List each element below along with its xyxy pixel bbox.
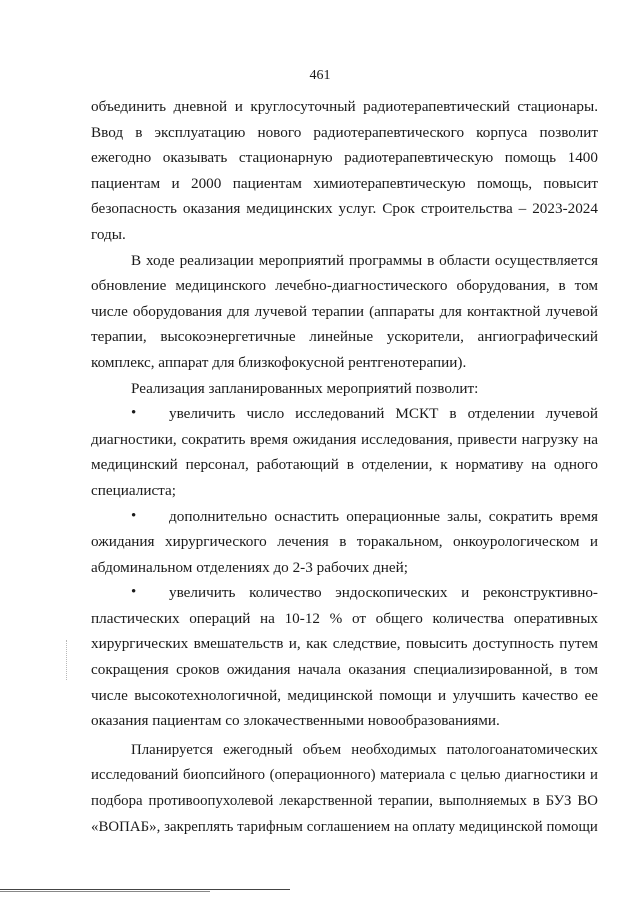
bullet-text-2: дополнительно оснастить операционные залы, сократить время ожидания хирургического лечения в торакальном, онкоурологическом и абдоминальном отделениях до 2-3 рабочих дней; [91,507,598,576]
bullet-icon: • [131,507,137,524]
paragraph-4: Планируется ежегодный объем необходимых патологоанатомических исследований биопсийного (операционного) материала с целью диагностики и подбора противоопухолевой лекарственной терапии, выполняемых в БУЗ ВО «ВОПАБ», закреплять тарифным соглашением на оплату медицинской помощи [91,741,598,835]
paragraph-2: В ходе реализации мероприятий программы в области осуществляется обновление медицинского лечебно-диагностического оборудования, в том числе оборудования для лучевой терапии (аппараты для контактной лучевой терапии, высокоэнергетичные линейные ускорители, ангиографический комплекс, аппарат для близкофокусной рентгенотерапии). [91,251,598,371]
bullet-item-3 [91,580,598,734]
paragraph-1: объединить дневной и круглосуточный радиотерапевтический стационары. Ввод в эксплуатацию нового радиотерапевтического корпуса позволит ежегодно оказывать стационарную радиотерапевтическую помощь 1400 пациентам и 2000 пациентам химиотерапевтическую помощь, повысит безопасность оказания медицинских услуг. Срок строительства – 2023-2024 годы. [91,98,598,243]
bullet-text-1: увеличить число исследований МСКТ в отделении лучевой диагностики, сократить время ожидания исследования, привести нагрузку на медицинский персонал, работающий в отделении, к нормативу на одного специалиста; [91,405,598,499]
bullet-icon: • [131,405,137,422]
scan-edge-line [0,891,210,892]
scan-margin-mark [66,640,69,680]
bullet-icon: • [131,584,137,601]
footnote-separator-line [0,889,290,890]
page-number: 461 [309,68,331,83]
bullet-text-3: увеличить количество эндоскопических и реконструктивно-пластических операций на 10-12 % от общего количества оперативных хирургических вмешательств и, как следствие, повысить доступность путем сокращения сроков ожидания начала оказания специализированной, в том числе высокотехнологичной, медицинской помощи и улучшить качество ее оказания пациентам со злокачественными новообразованиями. [91,584,598,730]
paragraph-3: Реализация запланированных мероприятий позволит: [131,379,479,397]
bullet-item-1 [91,401,598,503]
bullet-item-2 [91,504,598,581]
document-body [91,94,598,840]
